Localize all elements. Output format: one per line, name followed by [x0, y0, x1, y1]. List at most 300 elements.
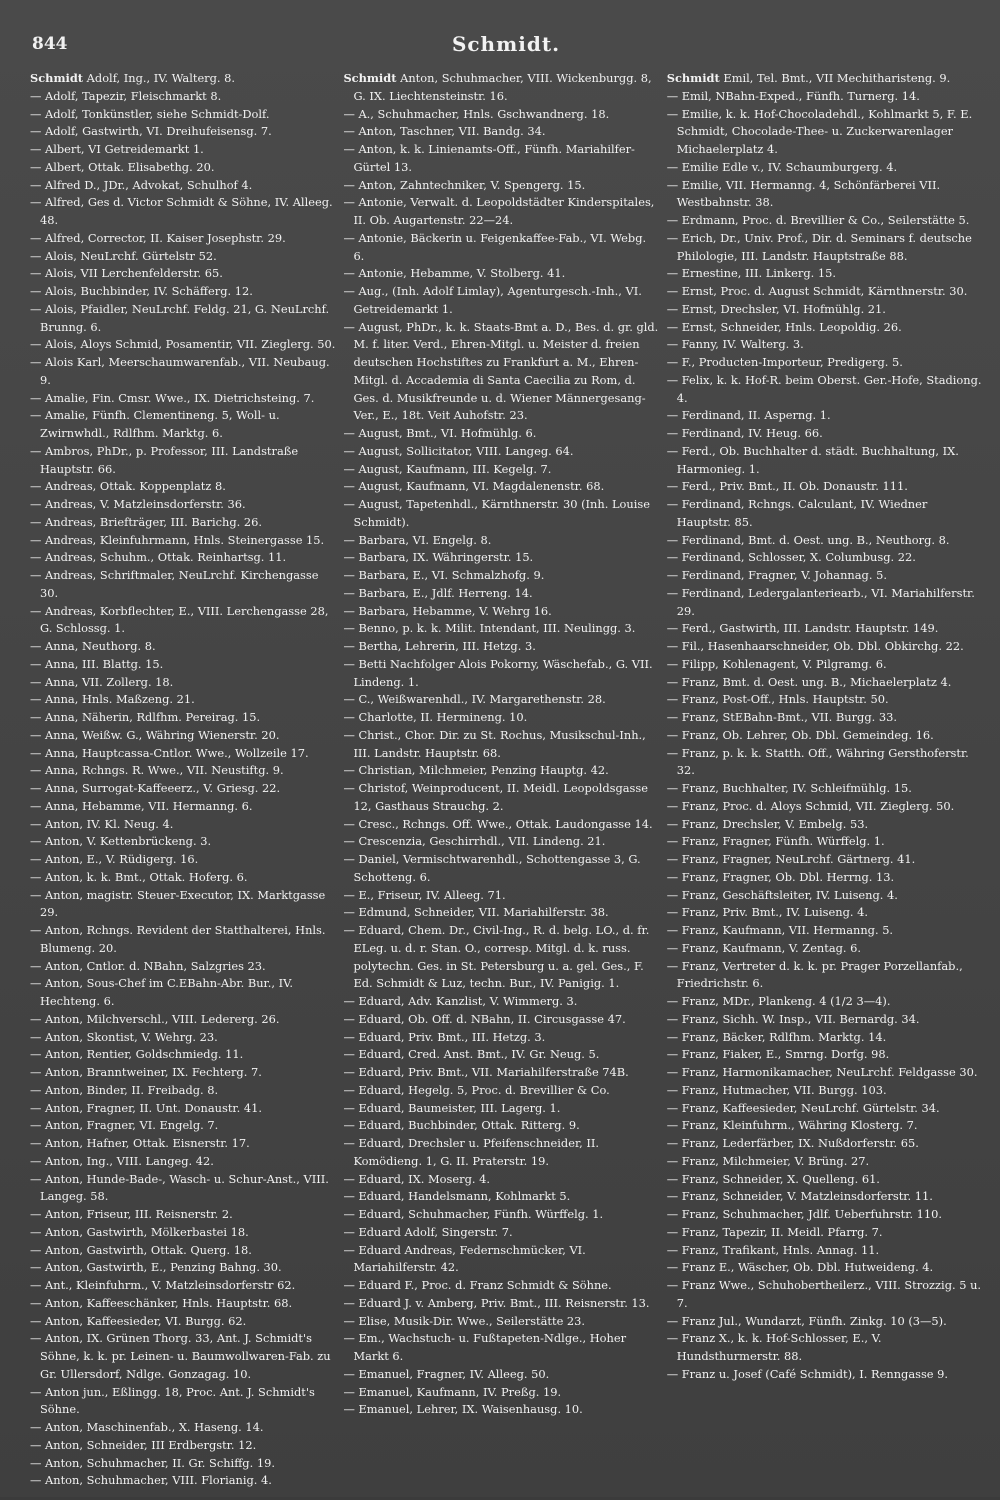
entry-text: — Franz Wwe., Schuhobertheilerz., VIII. Strozzig. 5 u. 7. [666, 1278, 982, 1310]
directory-entry [30, 1135, 335, 1153]
entry-text: — Felix, k. k. Hof-R. beim Oberst. Ger.-Hofe, Stadiong. 4. [666, 372, 982, 405]
entry-text: — Ferd., Priv. Bmt., II. Ob. Donaustr. 111. [666, 479, 908, 494]
directory-entry [30, 1455, 335, 1473]
directory-entry [667, 904, 982, 922]
directory-entry [30, 1082, 335, 1100]
entry-text: — Eduard, Ob. Off. d. NBahn, II. Circusgasse 47. [343, 1011, 626, 1026]
directory-entry [667, 106, 982, 159]
entry-text: — F., Producten-Importeur, Predigerg. 5. [666, 355, 903, 369]
entry-text: — Anton, Gastwirth, Mölkerbastei 18. [30, 1224, 249, 1239]
directory-entry [667, 958, 982, 994]
directory-entry [30, 851, 335, 869]
entry-text: — Anton, magistr. Steuer-Executor, IX. Marktgasse 29. [30, 887, 326, 920]
directory-entry [667, 798, 982, 816]
entry-text: — Betti Nachfolger Alois Pokorny, Wäschefab., G. VII. Lindeng. 1. [343, 656, 653, 689]
directory-entry [343, 1366, 658, 1384]
directory-entry [30, 549, 335, 567]
entry-text: — Franz, Kleinfuhrm., Währing Klosterg. 7. [666, 1118, 918, 1133]
directory-entry [667, 70, 982, 88]
directory-entry [343, 585, 658, 603]
directory-entry [30, 816, 335, 834]
directory-entry [343, 1313, 658, 1331]
directory-entry [30, 123, 335, 141]
entry-text: — Adolf, Tapezir, Fleischmarkt 8. [30, 88, 222, 103]
entry-text: — Em., Wachstuch- u. Fußtapeten-Ndlge., Hoher Markt 6. [343, 1331, 627, 1363]
directory-entry [343, 620, 658, 638]
entry-text: — Anton jun., Eßlingg. 18, Proc. Ant. J. Schmidt's Söhne. [30, 1384, 315, 1417]
directory-entry [343, 70, 658, 106]
directory-entry [343, 993, 658, 1011]
entry-text: — Christian, Milchmeier, Penzing Hauptg. 42. [343, 763, 609, 778]
entry-text: — Eduard F., Proc. d. Franz Schmidt & Söhne. [343, 1278, 612, 1292]
entry-text: — Anton, Hafner, Ottak. Eisnerstr. 17. [30, 1136, 250, 1150]
entry-text: — Andreas, Kleinfuhrmann, Hnls. Steinergasse 15. [30, 532, 325, 547]
entry-text: — Anton, Friseur, III. Reisnerstr. 2. [30, 1207, 233, 1221]
directory-entry [30, 975, 335, 1011]
directory-entry [343, 603, 658, 621]
entry-text: — Anna, Neuthorg. 8. [30, 639, 156, 653]
directory-entry [30, 532, 335, 550]
entry-text: — Ernst, Schneider, Hnls. Leopoldig. 26. [666, 319, 902, 334]
entry-text: — Franz, Vertreter d. k. k. pr. Prager Porzellanfab., Friedrichstr. 6. [666, 958, 963, 991]
directory-entry [667, 1366, 982, 1384]
entry-text: — Alois, Buchbinder, IV. Schäfferg. 12. [30, 284, 253, 298]
directory-entry [667, 745, 982, 781]
entry-text: — Anna, Näherin, Rdlfhm. Pereirag. 15. [30, 710, 261, 724]
entry-text: — Franz, Fiaker, E., Smrng. Dorfg. 98. [666, 1047, 890, 1062]
entry-text: — Edmund, Schneider, VII. Mariahilferstr. 38. [343, 905, 609, 920]
entry-text: — Anton, Maschinenfab., X. Haseng. 14. [30, 1420, 264, 1434]
entry-text: — Franz, Bmt. d. Oest. ung. B., Michaelerplatz 4. [666, 674, 952, 689]
entry-text: — Anton, IV. Kl. Neug. 4. [30, 816, 174, 831]
directory-entry [30, 833, 335, 851]
entry-text: — Eduard, Schuhmacher, Fünfh. Würffelg. 1. [343, 1207, 604, 1221]
entry-text: — Alois, Pfaidler, NeuLrchf. Feldg. 21, G. NeuLrchf. Brunng. 6. [30, 301, 330, 334]
directory-entry [343, 425, 658, 443]
entry-text: — Andreas, Korbflechter, E., VIII. Lerchengasse 28, G. Schlossg. 1. [30, 603, 329, 636]
entry-text: — Adolf, Tonkünstler, siehe Schmidt-Dolf. [30, 106, 270, 121]
directory-entry [667, 674, 982, 692]
directory-entry [667, 567, 982, 585]
entry-text: — Anton, Binder, II. Freibadg. 8. [30, 1082, 219, 1097]
entry-text: — Anton, Gastwirth, E., Penzing Bahng. 30. [30, 1260, 282, 1275]
entry-text: — Christ., Chor. Dir. zu St. Rochus, Musikschul-Inh., III. Landstr. Hauptstr. 68. [343, 727, 646, 760]
directory-entry [343, 194, 658, 230]
entry-text: — Franz, Fragner, Fünfh. Würffelg. 1. [666, 834, 885, 849]
directory-entry [30, 1419, 335, 1437]
entry-text: — Emanuel, Fragner, IV. Alleeg. 50. [343, 1366, 550, 1381]
directory-entry [30, 1472, 335, 1490]
entry-text: — Crescenzia, Geschirrhdl., VII. Lindeng. 21. [343, 834, 606, 849]
entry-text: — Emilie, k. k. Hof-Chocoladehdl., Kohlmarkt 5, F. E. Schmidt, Chocolade-Thee- u. Zuckerwarenlager Michaelerplatz 4. [666, 106, 973, 156]
entry-text: — Andreas, Ottak. Koppenplatz 8. [30, 479, 226, 494]
directory-entry [30, 674, 335, 692]
directory-entry [667, 1135, 982, 1153]
directory-entry [343, 816, 658, 834]
entry-text: — Franz, Drechsler, V. Embelg. 53. [666, 816, 869, 831]
entry-text: — Anton, k. k. Bmt., Ottak. Hoferg. 6. [30, 869, 248, 884]
entry-text: — Franz, Geschäftsleiter, IV. Luiseng. 4. [666, 887, 898, 902]
directory-entry [30, 230, 335, 248]
entry-text: — Alfred, Ges d. Victor Schmidt & Söhne, IV. Alleeg. 48. [30, 195, 333, 227]
entry-text: — Franz, Buchhalter, IV. Schleifmühlg. 15. [666, 781, 912, 795]
directory-entry [667, 496, 982, 532]
directory-entry [667, 1082, 982, 1100]
entry-text: — Alfred, Corrector, II. Kaiser Josephstr. 29. [30, 230, 286, 245]
directory-entry [30, 1313, 335, 1331]
entry-text: — Eduard, Buchbinder, Ottak. Ritterg. 9. [343, 1118, 580, 1133]
directory-entry [343, 780, 658, 816]
entry-text: — Franz, Fragner, Ob. Dbl. Herrng. 13. [666, 869, 895, 884]
entry-text: — Franz, Hutmacher, VII. Burgg. 103. [666, 1082, 887, 1097]
entry-text: — Anton, Skontist, V. Wehrg. 23. [30, 1029, 218, 1044]
entry-text: — August, Bmt., VI. Hofmühlg. 6. [343, 426, 537, 440]
entry-text: — Anna, Surrogat-Kaffeeerz., V. Griesg. 22. [30, 781, 281, 795]
entry-text: — C., Weißwarenhdl., IV. Margarethenstr. 28. [343, 692, 606, 707]
directory-entry [30, 88, 335, 106]
entry-text: — Andreas, Schuhm., Ottak. Reinhartsg. 11. [30, 550, 287, 565]
entry-text: — Anna, Rchngs. R. Wwe., VII. Neustiftg. 9. [30, 763, 284, 778]
directory-entry [667, 1171, 982, 1189]
entry-text: — Anna, Weißw. G., Währing Wienerstr. 20. [30, 727, 280, 742]
directory-entry [343, 709, 658, 727]
directory-entry [343, 1064, 658, 1082]
directory-entry [343, 1011, 658, 1029]
directory-entry [343, 1135, 658, 1171]
directory-entry [667, 1206, 982, 1224]
directory-entry [667, 833, 982, 851]
directory-entry [667, 691, 982, 709]
directory-entry [667, 425, 982, 443]
directory-entry [667, 940, 982, 958]
entry-text: — Ernst, Drechsler, VI. Hofmühlg. 21. [666, 301, 886, 316]
directory-entry [667, 159, 982, 177]
directory-entry [343, 1082, 658, 1100]
directory-entry [343, 532, 658, 550]
directory-entry [667, 1011, 982, 1029]
directory-entry [343, 1029, 658, 1047]
entry-text: — Franz, Milchmeier, V. Brüng. 27. [666, 1153, 870, 1168]
directory-entry [30, 177, 335, 195]
entry-text: — Amalie, Fünfh. Clementineng. 5, Woll- u. Zwirnwhdl., Rdlfhm. Marktg. 6. [30, 408, 280, 440]
directory-entry [30, 922, 335, 958]
entry-text: — Anton, k. k. Linienamts-Off., Fünfh. Mariahilfer-Gürtel 13. [343, 142, 635, 174]
directory-entry [30, 1011, 335, 1029]
directory-entry [667, 354, 982, 372]
directory-entry [343, 567, 658, 585]
surname-heading: Schmidt [666, 71, 720, 85]
directory-entry [343, 656, 658, 692]
entry-text: — Ferdinand, II. Asperng. 1. [666, 408, 831, 423]
directory-entry [30, 1206, 335, 1224]
entry-text: — E., Friseur, IV. Alleeg. 71. [343, 887, 506, 902]
entry-text: — Franz, Kaufmann, V. Zentag. 6. [666, 940, 862, 955]
directory-entry [667, 1313, 982, 1331]
entry-text: — Emilie, VII. Hermanng. 4, Schönfärberei VII. Westbahnstr. 38. [666, 177, 941, 210]
directory-entry [30, 1029, 335, 1047]
directory-entry [667, 638, 982, 656]
entry-text: — Franz, Trafikant, Hnls. Annag. 11. [666, 1242, 880, 1257]
entry-text: — Cresc., Rchngs. Off. Wwe., Ottak. Laudongasse 14. [343, 816, 653, 831]
directory-entry [343, 638, 658, 656]
entry-text: — Eduard, Chem. Dr., Civil-Ing., R. d. belg. LO., d. fr. ELeg. u. d. r. Stan. O., corresp. Mitgl. d. k. russ. polytechn. Ges. in St. Petersburg u. a. gel. Ges., F. Ed. Schmidt & Luz, techn. Bur., IV. Panigig. 1. [343, 923, 650, 991]
directory-entry [30, 1100, 335, 1118]
directory-entry [343, 1100, 658, 1118]
directory-entry [667, 1046, 982, 1064]
entry-text: — August, PhDr., k. k. Staats-Bmt a. D., Bes. d. gr. gld. M. f. liter. Verd., Ehren-Mitgl. u. Meister d. freien deutschen Hochstiftes zu Frankfurt a. M., Ehren-Mitgl. d. Accademia di Santa Caecilia zu Rom, d. Ges. d. Musikfreunde u. d. Wiener Männergesang-Ver., E., 18t. Veit Auhofstr. 23. [343, 319, 659, 423]
entry-text: — Franz, Schuhmacher, Jdlf. Ueberfuhrstr. 110. [666, 1207, 943, 1221]
entry-text: — Franz E., Wäscher, Ob. Dbl. Hutweideng. 4. [666, 1260, 934, 1275]
directory-entry [667, 532, 982, 550]
entry-text: — Franz, Sichh. W. Insp., VII. Bernardg. 34. [666, 1011, 920, 1026]
entry-text: — Franz X., k. k. Hof-Schlosser, E., V. Hundsthurmerstr. 88. [666, 1331, 882, 1363]
surname-heading: Schmidt [343, 71, 397, 85]
entry-text: — Albert, VI Getreidemarkt 1. [30, 142, 204, 156]
entry-text: — Albert, Ottak. Elisabethg. 20. [30, 159, 215, 174]
entry-text: — Ant., Kleinfuhrm., V. Matzleinsdorferstr 62. [30, 1278, 296, 1292]
entry-text: — Eduard, Drechsler u. Pfeifenschneider, II. Komödieng. 1, G. II. Praterstr. 19. [343, 1136, 599, 1168]
entry-text: — Franz, Ob. Lehrer, Ob. Dbl. Gemeindeg. 16. [666, 727, 934, 742]
directory-entry [343, 887, 658, 905]
directory-entry [343, 1277, 658, 1295]
entry-text: — Aug., (Inh. Adolf Limlay), Agenturgesch.-Inh., VI. Getreidemarkt 1. [343, 284, 642, 316]
entry-text: Anton, Schuhmacher, VIII. Wickenburgg. 8, G. IX. Liechtensteinstr. 16. [353, 71, 652, 103]
directory-entry [30, 1242, 335, 1260]
directory-entry [343, 904, 658, 922]
entry-text: — Franz, Harmonikamacher, NeuLrchf. Feldgasse 30. [666, 1065, 978, 1079]
directory-entry [343, 1401, 658, 1419]
directory-entry [343, 123, 658, 141]
entry-text: — Ferdinand, Rchngs. Calculant, IV. Wiedner Hauptstr. 85. [666, 497, 928, 529]
directory-entry [667, 922, 982, 940]
directory-entry [30, 638, 335, 656]
entry-text: — Alois, VII Lerchenfelderstr. 65. [30, 266, 223, 281]
directory-entry [343, 265, 658, 283]
entry-text: — Alois Karl, Meerschaumwarenfab., VII. Neubaug. 9. [30, 355, 330, 387]
directory-entry [30, 1384, 335, 1420]
directory-entry [667, 1277, 982, 1313]
entry-text: — Alois, NeuLrchf. Gürtelstr 52. [30, 248, 217, 263]
entry-text: — Ferd., Ob. Buchhalter d. städt. Buchhaltung, IX. Harmonieg. 1. [666, 443, 959, 476]
directory-entry [343, 1330, 658, 1366]
directory-entry [667, 1117, 982, 1135]
entry-text: — Adolf, Gastwirth, VI. Dreihufeisensg. 7. [30, 124, 272, 139]
directory-entry [667, 1224, 982, 1242]
directory-entry [667, 265, 982, 283]
directory-entry [343, 1117, 658, 1135]
entry-text: — Anna, VII. Zollerg. 18. [30, 674, 174, 689]
directory-entry [667, 177, 982, 213]
entry-text: — Eduard, Adv. Kanzlist, V. Wimmerg. 3. [343, 994, 578, 1008]
directory-entry [343, 1224, 658, 1242]
entry-text: — August, Tapetenhdl., Kärnthnerstr. 30 (Inh. Louise Schmidt). [343, 497, 650, 529]
entry-text: — Ferdinand, Bmt. d. Oest. ung. B., Neuthorg. 8. [666, 532, 950, 547]
directory-entry [343, 141, 658, 177]
entry-text: — Anton, IX. Grünen Thorg. 33, Ant. J. Schmidt's Söhne, k. k. pr. Leinen- u. Baumwollwaren-Fab. zu Gr. Ullersdorf, Ndlge. Gonzagag. 10. [30, 1331, 331, 1381]
entry-text: — Eduard, Priv. Bmt., VII. Mariahilferstraße 74B. [343, 1065, 629, 1079]
entry-text: — August, Sollicitator, VIII. Langeg. 64. [343, 443, 574, 458]
entry-text: — Antonie, Hebamme, V. Stolberg. 41. [343, 266, 566, 281]
directory-entry [667, 283, 982, 301]
entry-text: — Elise, Musik-Dir. Wwe., Seilerstätte 23. [343, 1313, 586, 1328]
directory-entry [30, 1117, 335, 1135]
directory-entry [667, 1242, 982, 1260]
directory-entry [343, 1171, 658, 1189]
directory-entry [343, 177, 658, 195]
directory-entry [667, 319, 982, 337]
page-number: 844 [32, 34, 68, 54]
directory-entry [667, 816, 982, 834]
entry-text: — Emanuel, Kaufmann, IV. Preßg. 19. [343, 1384, 562, 1399]
directory-entry [30, 496, 335, 514]
entry-text: — Fil., Hasenhaarschneider, Ob. Dbl. Obkirchg. 22. [666, 639, 964, 653]
surname-heading: Schmidt [30, 71, 84, 85]
directory-entry [30, 283, 335, 301]
directory-entry [667, 549, 982, 567]
entry-text: — Anton, Fragner, II. Unt. Donaustr. 41. [30, 1100, 262, 1115]
directory-entry [667, 1100, 982, 1118]
directory-entry [30, 407, 335, 443]
entry-text: — Eduard J. v. Amberg, Priv. Bmt., III. Reisnerstr. 13. [343, 1295, 650, 1310]
directory-entry [30, 1064, 335, 1082]
entry-text: — Ferdinand, IV. Heug. 66. [666, 426, 823, 440]
directory-entry [667, 780, 982, 798]
entry-text: — Anton, Cntlor. d. NBahn, Salzgries 23. [30, 958, 266, 973]
directory-entry [30, 1277, 335, 1295]
page-header [30, 30, 982, 70]
entry-text: — Anton, E., V. Rüdigerg. 16. [30, 852, 199, 866]
entry-text: — Anton, V. Kettenbrückeng. 3. [30, 834, 212, 849]
directory-entry [30, 745, 335, 763]
directory-entry [30, 762, 335, 780]
directory-entry [30, 301, 335, 337]
entry-text: — Barbara, E., VI. Schmalzhofg. 9. [343, 568, 545, 582]
directory-entry [667, 851, 982, 869]
directory-entry [667, 212, 982, 230]
directory-entry [30, 265, 335, 283]
directory-entry [667, 1153, 982, 1171]
directory-entry [343, 922, 658, 993]
entry-text: — Amalie, Fin. Cmsr. Wwe., IX. Dietrichsteing. 7. [30, 390, 315, 405]
entry-text: — Benno, p. k. k. Milit. Intendant, III. Neulingg. 3. [343, 621, 636, 636]
directory-entry [30, 656, 335, 674]
entry-text: — Ernestine, III. Linkerg. 15. [666, 266, 836, 281]
directory-entry [667, 1029, 982, 1047]
directory-entry [30, 567, 335, 603]
directory-entry [30, 798, 335, 816]
directory-entry [30, 514, 335, 532]
entry-text: — Franz, MDr., Plankeng. 4 (1/2 3—4). [666, 994, 891, 1008]
directory-entry [667, 656, 982, 674]
entry-text: — Franz, Kaffeesieder, NeuLrchf. Gürtelstr. 34. [666, 1100, 940, 1115]
entry-text: — Anton, Taschner, VII. Bandg. 34. [343, 124, 546, 139]
directory-entry [30, 603, 335, 639]
directory-entry [667, 709, 982, 727]
directory-entry [667, 1259, 982, 1277]
directory-entry [343, 851, 658, 887]
entry-text: — Anton, Hunde-Bade-, Wasch- u. Schur-Anst., VIII. Langeg. 58. [30, 1171, 329, 1204]
directory-entry [30, 1259, 335, 1277]
directory-entry [667, 1064, 982, 1082]
entry-text: — Anton, Rentier, Goldschmiedg. 11. [30, 1047, 244, 1062]
directory-entry [343, 691, 658, 709]
entry-text: — Franz, Proc. d. Aloys Schmid, VII. Zieglerg. 50. [666, 798, 955, 813]
entry-text: — Franz u. Josef (Café Schmidt), I. Renngasse 9. [666, 1366, 949, 1381]
directory-entry [30, 70, 335, 88]
entry-text: — Andreas, Schriftmaler, NeuLrchf. Kirchengasse 30. [30, 568, 319, 600]
entry-text: — Franz, Lederfärber, IX. Nußdorferstr. 65. [666, 1136, 919, 1150]
directory-entry [30, 1295, 335, 1313]
entry-text: — Barbara, Hebamme, V. Wehrg 16. [343, 603, 552, 618]
entry-text: — Emilie Edle v., IV. Schaumburgerg. 4. [666, 159, 898, 174]
entry-text: — Ernst, Proc. d. August Schmidt, Kärnthnerstr. 30. [666, 284, 968, 298]
entry-text: — Anna, Hnls. Maßzeng. 21. [30, 692, 195, 707]
entry-text: — Franz Jul., Wundarzt, Fünfh. Zinkg. 10 (3—5). [666, 1313, 947, 1328]
directory-entry [30, 443, 335, 479]
entry-text: — Ferdinand, Ledergalanteriearb., VI. Mariahilferstr. 29. [666, 585, 975, 618]
directory-entry [667, 620, 982, 638]
entry-text: — Franz, Kaufmann, VII. Hermanng. 5. [666, 923, 894, 937]
directory-entry [30, 159, 335, 177]
column-3 [667, 70, 982, 1500]
entry-text: — Anton, Ing., VIII. Langeg. 42. [30, 1153, 214, 1168]
entry-text: — Ferd., Gastwirth, III. Landstr. Hauptstr. 149. [666, 621, 939, 636]
directory-entry [667, 993, 982, 1011]
directory-entry [30, 336, 335, 354]
directory-entry [667, 887, 982, 905]
entry-text: — Eduard, Baumeister, III. Lagerg. 1. [343, 1100, 561, 1115]
entry-text: — Anna, Hauptcassa-Cntlor. Wwe., Wollzeile 17. [30, 745, 309, 760]
entry-text: — Anton, Schneider, III Erdbergstr. 12. [30, 1437, 257, 1452]
directory-entry [667, 443, 982, 479]
directory-entry [667, 1330, 982, 1366]
entry-text: — Anton, Gastwirth, Ottak. Querg. 18. [30, 1242, 252, 1257]
directory-entry [30, 1153, 335, 1171]
entry-text: — Eduard, IX. Moserg. 4. [343, 1171, 490, 1186]
directory-entry [343, 319, 658, 426]
entry-text: — Anton, Fragner, VI. Engelg. 7. [30, 1118, 219, 1133]
directory-entry [343, 833, 658, 851]
directory-entry [667, 1188, 982, 1206]
directory-entry [30, 1330, 335, 1383]
entry-text: — Barbara, IX. Währingerstr. 15. [343, 550, 534, 565]
directory-entry [667, 869, 982, 887]
entry-text: — Franz, Bäcker, Rdlfhm. Marktg. 14. [666, 1029, 887, 1044]
entry-text: — Anton, Sous-Chef im C.EBahn-Abr. Bur., IV. Hechteng. 6. [30, 976, 293, 1008]
entry-text: — Anton, Zahntechniker, V. Spengerg. 15. [343, 177, 586, 192]
directory-entry [30, 1171, 335, 1207]
directory-entry [343, 1188, 658, 1206]
directory-entry [30, 958, 335, 976]
entry-text: — Erdmann, Proc. d. Brevillier & Co., Seilerstätte 5. [666, 213, 970, 227]
directory-entry [343, 549, 658, 567]
entry-text: — Barbara, E., Jdlf. Herreng. 14. [343, 585, 533, 600]
column-1 [30, 70, 335, 1500]
directory-entry [343, 283, 658, 319]
directory-entry [343, 1242, 658, 1278]
entry-text: — Anton, Rchngs. Revident der Statthalterei, Hnls. Blumeng. 20. [30, 923, 326, 955]
directory-columns [30, 70, 982, 1500]
directory-entry [30, 869, 335, 887]
entry-text: — Erich, Dr., Univ. Prof., Dir. d. Seminars f. deutsche Philologie, III. Landstr. Hauptstraße 88. [666, 230, 972, 263]
entry-text: — Anton, Branntweiner, IX. Fechterg. 7. [30, 1065, 262, 1079]
directory-entry [343, 496, 658, 532]
entry-text: — Franz, Fragner, NeuLrchf. Gärtnerg. 41. [666, 852, 916, 866]
directory-entry [30, 1437, 335, 1455]
directory-entry [343, 1046, 658, 1064]
entry-text: — Ferdinand, Schlosser, X. Columbusg. 22. [666, 550, 916, 565]
entry-text: — Anna, III. Blattg. 15. [30, 656, 164, 671]
